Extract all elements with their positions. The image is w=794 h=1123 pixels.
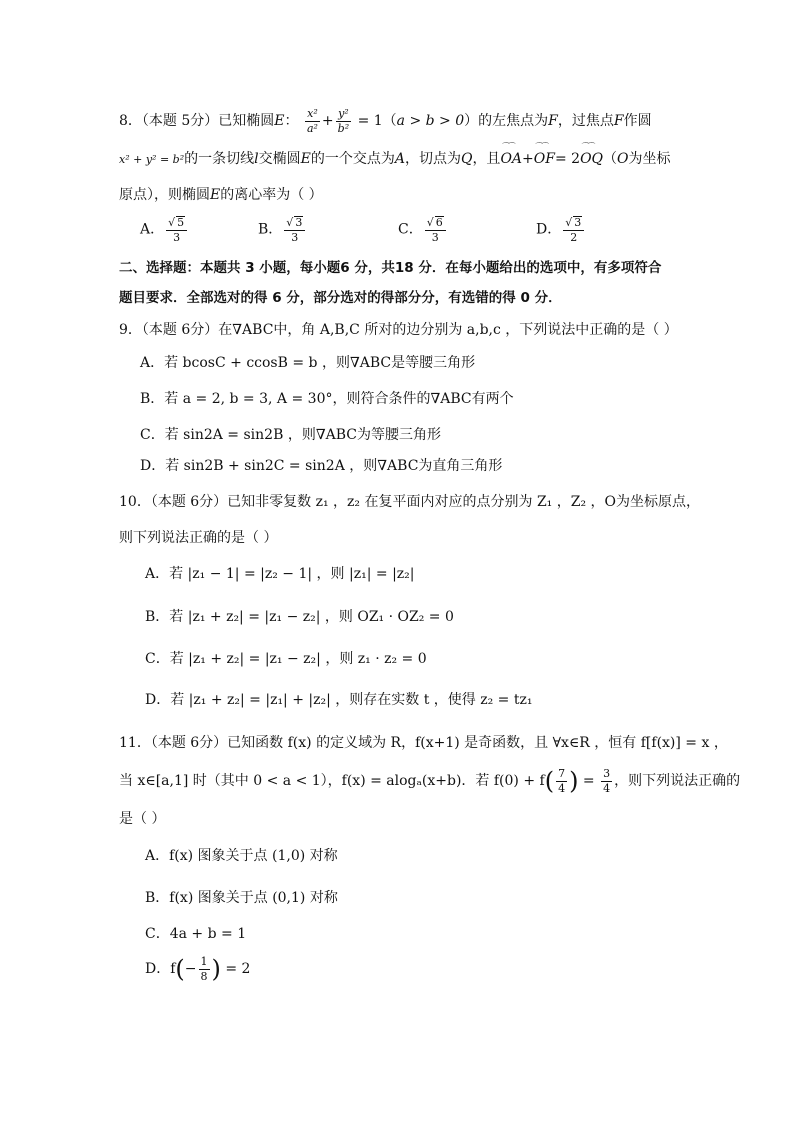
q8-option-C-label: C． — [398, 221, 423, 238]
q8-condition: a > b > 0 — [396, 113, 465, 130]
q8-frac-y — [336, 108, 351, 134]
q8-stem-c: ，过焦点 — [557, 113, 614, 130]
q8-point-A: A — [394, 151, 405, 167]
q8-E2: E — [300, 151, 311, 167]
q11-stem-line3: 是（ ） — [119, 811, 166, 827]
q9-option-D[interactable]: D．若 sin2B + sin2C = sin2A ，则∇ABC为直角三角形 — [140, 458, 503, 474]
q8-stem-i: ，且 — [472, 151, 501, 167]
q8-vec-OF: ⌒⌒ OF — [534, 152, 555, 166]
q8-b2: b² — [337, 121, 350, 135]
q9-stem: 9．（本题 6分）在∇ABC中，角 A,B,C 所对的边分别为 a,b,c ，下列说法中正确的是（ ） — [119, 322, 678, 338]
section2-line1: 二、选择题：本题共 3 小题，每小题6 分，共18 分．在每小题给出的选项中，有多项符合 — [119, 260, 662, 276]
q8-y2: y² — [336, 108, 351, 122]
q8-E3: E — [210, 187, 221, 203]
q8-option-B-frac: $\frac{√ 3}{3}$ — [284, 216, 305, 243]
q8-plus: + — [321, 113, 334, 130]
q8-option-D-frac: $\frac{√ 3}{2}$ — [563, 216, 584, 243]
q8-eq1: = 1（ — [357, 113, 397, 130]
q8-vec-OQ: ⌒⌒ OQ — [580, 152, 603, 166]
q8-line3 — [119, 188, 323, 202]
q11-rfrac-num: 3 — [603, 767, 611, 780]
q8-stem-d: 作圆 — [623, 113, 652, 130]
q11-stem-line2: 当 x∈[a,1] 时（其中 0 < a < 1），f(x) = alogₐ(x+b)．若 f(0) + f( $\frac{7}{4}$ ) = $\frac{3}{4}$ ，则下列说法正确的 — [119, 767, 741, 796]
q8-line-l: l — [254, 151, 259, 167]
q8-paren: （ — [603, 151, 618, 167]
q8-x2: x² — [305, 108, 320, 122]
q11-option-D-pre: D．f — [145, 961, 176, 978]
q8-stem-e: 的一条切线 — [184, 151, 255, 167]
q8-option-A-num: 5 — [177, 216, 185, 229]
q8-stem-j: 为坐标 — [628, 151, 671, 167]
q10-option-D[interactable]: D．若 |z₁ + z₂| = |z₁| + |z₂| ，则存在实数 t ，使得 z₂ = tz₁ — [145, 692, 533, 708]
q8-origin-O: O — [617, 151, 629, 167]
q8-option-D-den: 2 — [570, 230, 578, 244]
q9-option-A[interactable]: A．若 bcosC + ccosB = b ，则∇ABC是等腰三角形 — [140, 355, 476, 371]
section2-line2: 题目要求．全部选对的得 6 分，部分选对的得部分分，有选错的得 0 分． — [119, 290, 562, 306]
q11-stem-line1: 11．（本题 6分）已知函数 f(x) 的定义域为 R，f(x+1) 是奇函数，且 ∀x∈R ，恒有 f[f(x)] = x ， — [119, 735, 728, 751]
q8-option-A-label: A． — [140, 221, 165, 238]
q8-stem-h: ，切点为 — [404, 151, 461, 167]
q8-circle-eq: x² + y² = b² — [119, 153, 185, 166]
q8-option-C[interactable] — [398, 216, 448, 243]
q11-option-C[interactable]: C．4a + b = 1 — [145, 926, 247, 942]
q8-stem-l: 的离心率为（ ） — [220, 187, 323, 203]
q11-stem-line2-b: ，则下列说法正确的 — [614, 773, 741, 790]
q8-F1: F — [548, 113, 558, 130]
q8-option-B-num: 3 — [295, 216, 303, 229]
q11-stem-line2-a: 当 x∈[a,1] 时（其中 0 < a < 1），f(x) = alogₐ(x+b)．若 f(0) + f — [119, 773, 545, 790]
q8-option-A[interactable] — [140, 216, 189, 243]
q10-option-C[interactable]: C．若 |z₁ + z₂| = |z₁ − z₂| ，则 z₁ · z₂ = 0 — [145, 651, 427, 667]
q8-vec-plus: + — [522, 151, 534, 167]
q8-frac-x — [305, 108, 320, 134]
q11-option-B[interactable]: B．f(x) 图象关于点 (0,1) 对称 — [145, 890, 338, 906]
q11-frac-7-4 — [556, 768, 567, 794]
q11-eq: = — [578, 773, 600, 790]
q8-line2 — [119, 152, 671, 166]
q9-option-B[interactable]: B．若 a = 2, b = 3, A = 30°，则符合条件的∇ABC有两个 — [140, 391, 514, 407]
q10-option-B[interactable]: B．若 |z₁ + z₂| = |z₁ − z₂| ，则 OZ₁ · OZ₂ = 0 — [145, 609, 454, 625]
q8-option-B-label: B． — [258, 221, 283, 238]
q8-option-C-num: 6 — [435, 216, 443, 229]
q8-option-B-den: 3 — [291, 230, 299, 244]
q8-option-C-den: 3 — [431, 230, 439, 244]
q8-vec-OA: ⌒⌒ OA — [500, 152, 522, 166]
q10-option-A[interactable]: A．若 |z₁ − 1| = |z₂ − 1| ，则 |z₁| = |z₂| — [145, 566, 415, 582]
q8-point-Q: Q — [460, 151, 473, 167]
q11-option-A[interactable]: A．f(x) 图象关于点 (1,0) 对称 — [145, 848, 338, 864]
q11-frac-3-4 — [601, 768, 612, 794]
q8-option-C-frac: $\frac{√ 6}{3}$ — [425, 216, 446, 243]
q8-option-B[interactable] — [258, 216, 307, 243]
q8-stem-b: ）的左焦点为 — [464, 113, 549, 130]
q11-frac-num: 7 — [558, 767, 566, 780]
q8-a2: a² — [306, 121, 318, 135]
q8-option-A-frac: $\frac{√ 5}{3}$ — [166, 216, 187, 243]
q11-option-D-frac — [199, 956, 210, 982]
q8-stem-f: 交椭圆 — [258, 151, 301, 167]
q8-line1 — [119, 108, 652, 134]
q11-option-D[interactable]: D．f(− $\frac{1}{8}$ ) = 2 — [145, 955, 251, 984]
q10-stem-line1: 10．（本题 6分）已知非零复数 z₁ ，z₂ 在复平面内对应的点分别为 Z₁ ，Z₂ ，O为坐标原点， — [119, 494, 701, 510]
q11-option-D-den: 8 — [200, 969, 208, 983]
q11-option-D-num: 1 — [200, 955, 208, 968]
q8-option-D[interactable] — [536, 216, 586, 243]
q8-ellipse-E: E — [274, 113, 285, 130]
q8-F2: F — [613, 113, 624, 130]
q8-colon: ： — [284, 113, 299, 130]
q11-option-D-post: = 2 — [220, 961, 251, 978]
q8-option-A-den: 3 — [173, 230, 181, 244]
q8-option-D-num: 3 — [574, 216, 582, 229]
q10-stem-line2: 则下列说法正确的是（ ） — [119, 530, 278, 546]
q8-option-D-label: D． — [536, 221, 562, 238]
q11-rfrac-den: 4 — [603, 781, 611, 795]
q11-frac-den: 4 — [558, 781, 566, 795]
q9-option-C[interactable]: C．若 sin2A = sin2B ，则∇ABC为等腰三角形 — [140, 427, 441, 443]
q8-stem-k: 原点），则椭圆 — [119, 187, 210, 203]
q8-stem-g: 的一个交点为 — [310, 151, 395, 167]
q8-eq2: = 2 — [554, 151, 581, 167]
q8-stem-a: 8．（本题 5分）已知椭圆 — [119, 113, 275, 130]
